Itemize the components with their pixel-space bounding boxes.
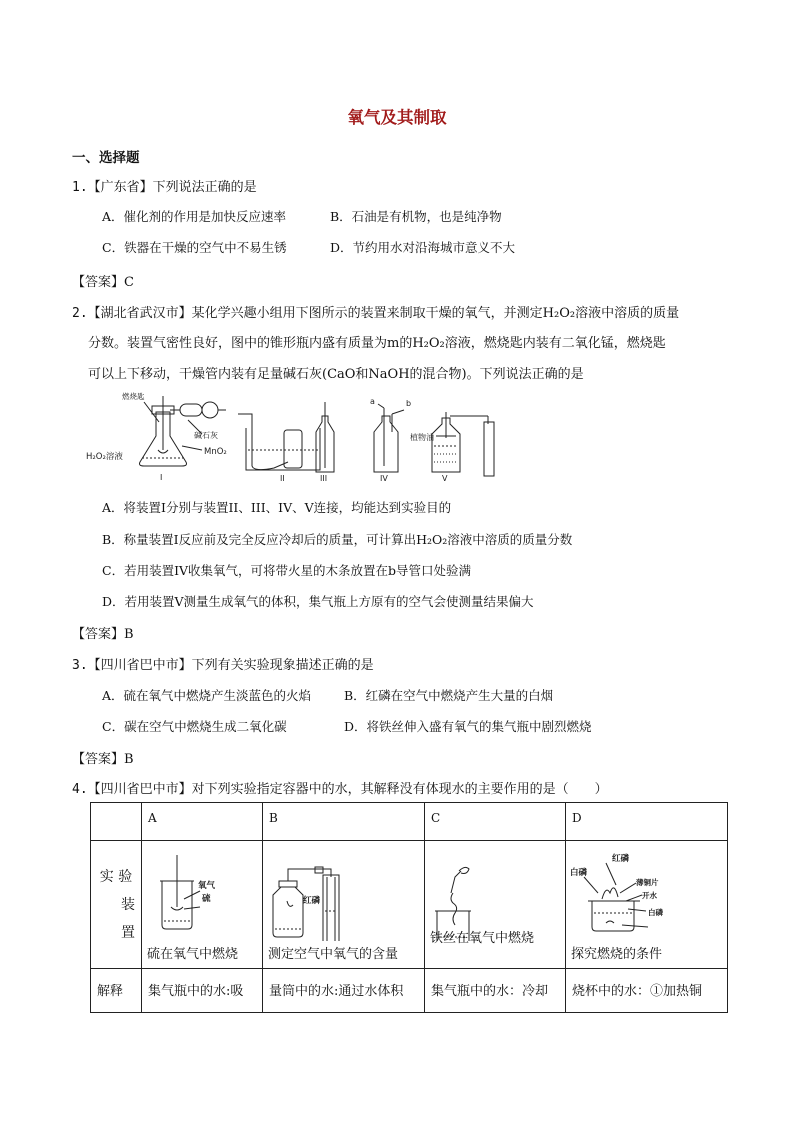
label-red-phosphorus-d: 红磷	[612, 854, 630, 864]
question-source: 【四川省巴中市】	[87, 782, 192, 797]
question-4	[72, 778, 608, 797]
label-copper-sheet: 薄铜片	[636, 878, 659, 887]
label-spoon: 燃烧匙	[122, 392, 145, 401]
label-oil: 植物油	[410, 433, 434, 442]
explain-a: 集气瓶中的水:吸	[142, 969, 263, 1013]
question-number: 3.	[72, 658, 88, 673]
label-mno2: MnO₂	[204, 447, 227, 457]
answer-value: B	[124, 752, 134, 767]
q3-option-c: C．碳在空气中燃烧生成二氧化碳	[102, 719, 287, 734]
q3-option-a: A．硫在氧气中燃烧产生淡蓝色的火焰	[102, 688, 312, 703]
row-label-line-2: 装	[121, 897, 135, 913]
answer-label: 【答案】	[72, 627, 125, 642]
q2-answer	[72, 623, 134, 642]
explain-d: 烧杯中的水：①加热铜	[566, 969, 728, 1013]
q2-option-c: C．若用装置IV收集氧气，可将带火星的木条放置在b导管口处验满	[102, 563, 472, 578]
label-roman-4: IV	[380, 474, 388, 483]
q1-answer	[72, 271, 134, 290]
question-source: 【广东省】	[87, 180, 153, 195]
red-phosphorus-figure	[263, 841, 425, 941]
device-cell-c	[425, 841, 566, 969]
q2-option-a: A．将装置I分别与装置II、III、IV、V连接，均能达到实验目的	[102, 500, 452, 515]
q1-option-a: A．催化剂的作用是加快反应速率	[102, 209, 287, 224]
question-stem-line-1: 某化学兴趣小组用下图所示的装置来制取干燥的氧气，并测定H₂O₂溶液中溶质的质量	[191, 306, 680, 321]
explain-c: 集气瓶中的水：冷却	[425, 969, 566, 1013]
device-caption-c: 铁丝在氧气中燃烧	[430, 931, 535, 946]
question-stem-line-2: 分数。装置气密性良好，图中的锥形瓶内盛有质量为m的H₂O₂溶液，燃烧匙内装有二氧化锰，燃烧匙	[88, 336, 666, 351]
question-number: 1.	[72, 180, 88, 195]
question-stem: 下列有关实验现象描述正确的是	[191, 658, 374, 673]
table-header-c: C	[425, 803, 566, 841]
question-2	[72, 302, 679, 321]
label-oxygen: 氧气	[198, 881, 216, 891]
q2-option-b: B．称量装置I反应前及完全反应冷却后的质量，可计算出H₂O₂溶液中溶质的质量分数	[102, 532, 573, 547]
sulfur-burning-figure	[142, 841, 263, 941]
table-header-empty	[91, 803, 142, 841]
device-caption-b: 测定空气中氧气的含量	[268, 947, 399, 962]
device-caption-d: 探究燃烧的条件	[571, 947, 663, 962]
label-roman-5: V	[442, 474, 448, 483]
device-cell-d	[566, 841, 728, 969]
q2-option-d: D．若用装置V测量生成氧气的体积，集气瓶上方原有的空气会使测量结果偏大	[102, 594, 534, 609]
answer-label: 【答案】	[72, 275, 125, 290]
device-caption-a: 硫在氧气中燃烧	[147, 947, 239, 962]
question-number: 4.	[72, 782, 88, 797]
question-stem: 对下列实验指定容器中的水，其解释没有体现水的主要作用的是（ ）	[191, 782, 608, 797]
section-heading: 一、选择题	[72, 150, 140, 166]
row-label-explain: 解释	[91, 969, 142, 1013]
answer-value: B	[124, 627, 134, 642]
question-source: 【湖北省武汉市】	[87, 306, 192, 321]
q1-option-d: D．节约用水对沿海城市意义不大	[330, 240, 516, 255]
svg-text:燃烧匙	[122, 392, 145, 401]
row-label-line-3: 置	[121, 925, 135, 941]
q1-option-b: B．石油是有机物，也是纯净物	[330, 209, 502, 224]
device-cell-a	[142, 841, 263, 969]
question-source: 【四川省巴中市】	[87, 658, 192, 673]
apparatus-figure	[84, 392, 524, 484]
label-white-phosphorus-top: 白磷	[570, 868, 588, 878]
label-hot-water: 开水	[642, 891, 657, 900]
table-header-a: A	[142, 803, 263, 841]
answer-value: C	[124, 275, 134, 290]
question-stem: 下列说法正确的是	[152, 180, 257, 195]
label-h2o2: H₂O₂溶液	[86, 452, 123, 462]
question-3	[72, 654, 374, 673]
device-cell-b	[263, 841, 425, 969]
label-roman-3: III	[320, 474, 328, 483]
explain-b: 量筒中的水:通过水体积	[263, 969, 425, 1013]
label-soda-lime: 碱石灰	[194, 431, 218, 440]
q3-option-d: D．将铁丝伸入盛有氧气的集气瓶中剧烈燃烧	[344, 719, 592, 734]
label-roman-2: II	[280, 474, 285, 483]
table-header-d: D	[566, 803, 728, 841]
label-red-phosphorus: 红磷	[303, 896, 321, 906]
row-label-device	[91, 841, 142, 969]
question-1	[72, 176, 257, 195]
label-sulfur: 硫	[202, 894, 211, 904]
label-a: a	[370, 397, 375, 406]
table-header-b: B	[263, 803, 425, 841]
q3-option-b: B．红磷在空气中燃烧产生大量的白烟	[344, 688, 554, 703]
question-number: 2.	[72, 306, 88, 321]
answer-label: 【答案】	[72, 752, 125, 767]
iron-wire-figure	[425, 841, 566, 941]
combustion-conditions-figure	[566, 841, 728, 941]
answer-table	[90, 802, 728, 1013]
page-title: 氧气及其制取	[347, 108, 447, 127]
row-label-line-1: 实 验	[99, 869, 133, 885]
label-white-phosphorus-bottom: 白磷	[648, 908, 663, 917]
label-b: b	[406, 399, 412, 408]
q3-answer	[72, 748, 134, 767]
label-roman-1: I	[160, 473, 163, 482]
q1-option-c: C．铁器在干燥的空气中不易生锈	[102, 240, 287, 255]
question-stem-line-3: 可以上下移动，干燥管内装有足量碱石灰(CaO和NaOH的混合物)。下列说法正确的是	[88, 367, 584, 382]
